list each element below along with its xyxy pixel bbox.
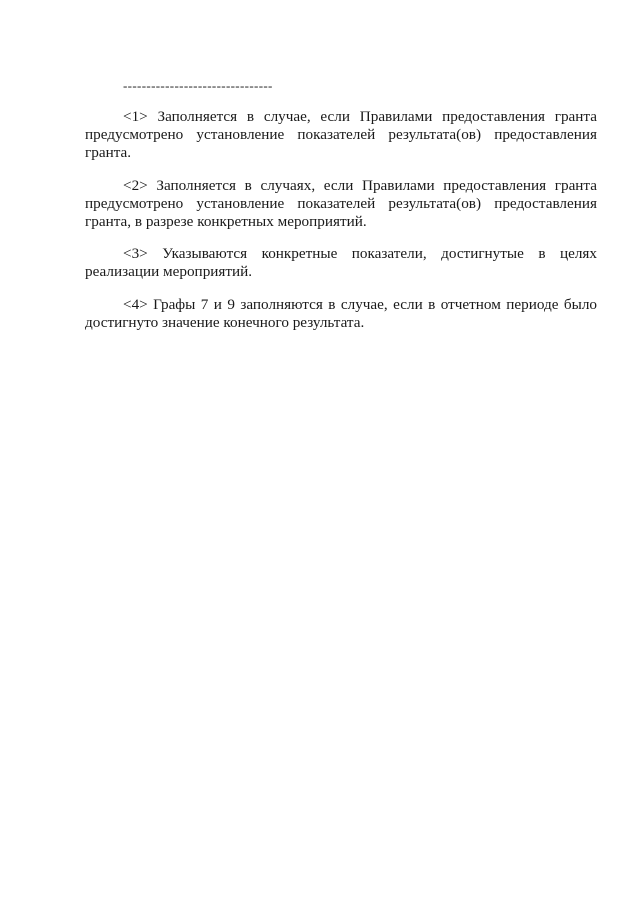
footnote-separator: --------------------------------: [123, 78, 273, 93]
footnote-2: <2> Заполняется в случаях, если Правилами предоставления гранта предусмотрено установление показателей результата(ов) предоставления гранта, в разрезе конкретных мероприятий.: [85, 176, 597, 231]
footnote-1: <1> Заполняется в случае, если Правилами предоставления гранта предусмотрено установление показателей результата(ов) предоставления гранта.: [85, 108, 597, 162]
footnote-4: <4> Графы 7 и 9 заполняются в случае, если в отчетном периоде было достигнуто значение конечного результата.: [85, 295, 597, 331]
footnote-3: <3> Указываются конкретные показатели, достигнутые в целях реализации мероприятий.: [85, 245, 597, 281]
footnotes-section: [85, 78, 597, 332]
